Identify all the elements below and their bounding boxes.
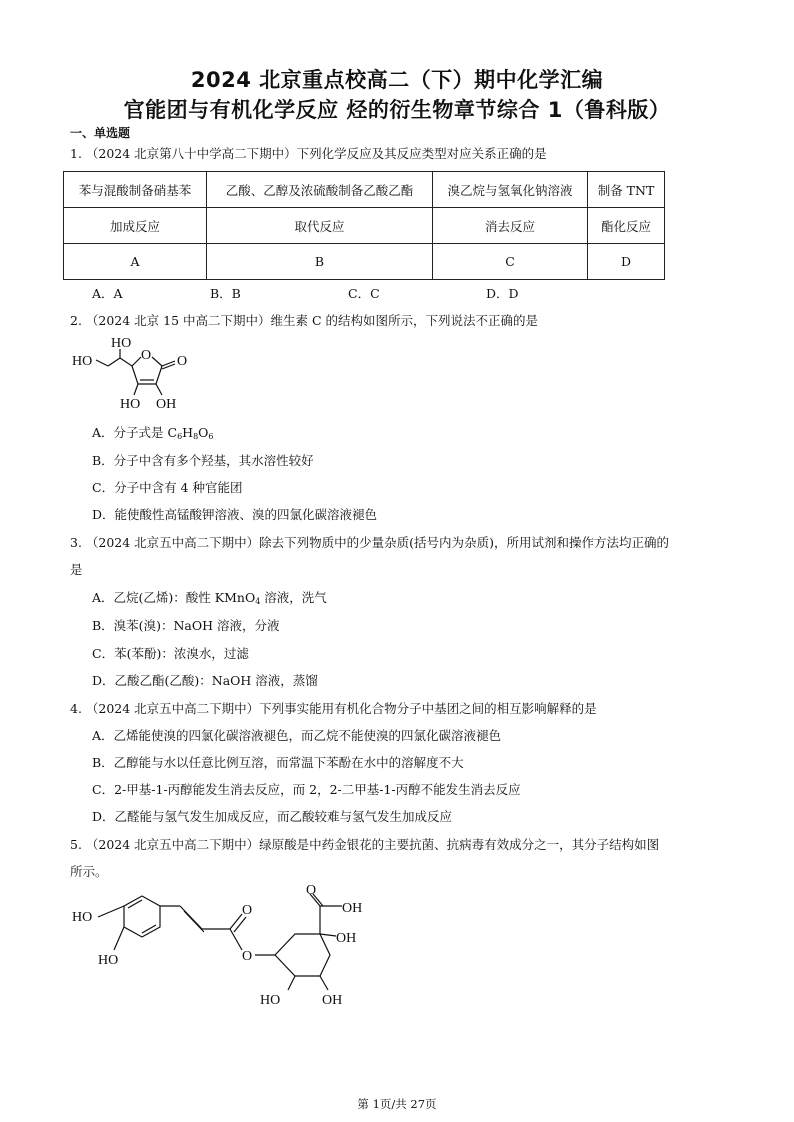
- page-footer: 第 1页/共 27页: [357, 1097, 437, 1111]
- q4-option-c[interactable]: C．2-甲基-1-丙醇能发生消去反应，而 2，2-二甲基-1-丙醇不能发生消去反应: [92, 782, 521, 797]
- q3-option-a[interactable]: A．乙烷(乙烯)：酸性 KMnO$_4$ 溶液，洗气: [92, 590, 327, 606]
- q5-stem-cont: 所示。: [70, 864, 108, 879]
- q1-cell: 乙酸、乙醇及浓硫酸制备乙酸乙酯: [207, 172, 433, 208]
- q1-cell: C: [433, 244, 588, 280]
- struct-label: HO: [111, 336, 132, 351]
- document-title-line2: 官能团与有机化学反应 烃的衍生物章节综合 1（鲁科版）: [123, 98, 671, 122]
- section-heading: 一、单选题: [70, 126, 131, 140]
- q3-stem-cont: 是: [70, 562, 83, 577]
- struct-label: O: [242, 949, 253, 964]
- vitamin-c-structure: [70, 332, 210, 412]
- q1-option-a[interactable]: A．A: [92, 286, 123, 301]
- q3-option-d[interactable]: D．乙酸乙酯(乙酸)：NaOH 溶液，蒸馏: [92, 673, 318, 688]
- struct-label: O: [141, 348, 152, 363]
- q1-cell: D: [588, 244, 665, 280]
- struct-label: HO: [72, 354, 93, 369]
- q4-option-d[interactable]: D．乙醛能与氢气发生加成反应，而乙酸较难与氢气发生加成反应: [92, 809, 453, 824]
- q4-stem: 4. （2024 北京五中高二下期中）下列事实能用有机化合物分子中基团之间的相互影响解释的是: [70, 701, 597, 716]
- struct-label: HO: [98, 953, 119, 968]
- struct-label: HO: [120, 397, 141, 412]
- q1-cell: 制备 TNT: [588, 172, 665, 208]
- chlorogenic-acid-structure: [70, 884, 390, 1014]
- q5-stem: 5. （2024 北京五中高二下期中）绿原酸是中药金银花的主要抗菌、抗病毒有效成分之一，其分子结构如图: [70, 837, 660, 852]
- q3-option-c[interactable]: C．苯(苯酚)：浓溴水，过滤: [92, 646, 249, 661]
- q1-cell: 取代反应: [207, 208, 433, 244]
- q1-option-c[interactable]: C．C: [348, 286, 380, 301]
- struct-label: O: [306, 884, 317, 898]
- document-title-line1: 2024 北京重点校高二（下）期中化学汇编: [190, 68, 604, 92]
- struct-label: HO: [260, 993, 281, 1008]
- q1-cell: A: [64, 244, 207, 280]
- q3-option-b[interactable]: B．溴苯(溴)：NaOH 溶液，分液: [92, 618, 280, 633]
- q1-option-d[interactable]: D．D: [486, 286, 519, 301]
- q2-stem: 2. （2024 北京 15 中高二下期中）维生素 C 的结构如图所示，下列说法不正确的是: [70, 313, 539, 328]
- q2-option-d[interactable]: D．能使酸性高锰酸钾溶液、溴的四氯化碳溶液褪色: [92, 507, 378, 522]
- q1-table: [63, 171, 665, 280]
- q1-cell: 苯与混酸制备硝基苯: [64, 172, 207, 208]
- q1-cell: 加成反应: [64, 208, 207, 244]
- struct-label: O: [177, 354, 188, 369]
- struct-label: OH: [322, 993, 343, 1008]
- struct-label: OH: [336, 931, 357, 946]
- q2-option-c[interactable]: C．分子中含有 4 种官能团: [92, 480, 243, 495]
- struct-label: O: [242, 903, 253, 918]
- q1-options: [92, 284, 519, 302]
- q1-stem: 1. （2024 北京第八十中学高二下期中）下列化学反应及其反应类型对应关系正确的是: [70, 146, 547, 161]
- struct-label: OH: [342, 901, 363, 916]
- q1-cell: 酯化反应: [588, 208, 665, 244]
- q2-option-b[interactable]: B．分子中含有多个羟基，其水溶性较好: [92, 453, 314, 468]
- q3-stem: 3. （2024 北京五中高二下期中）除去下列物质中的少量杂质(括号内为杂质)，所用试剂和操作方法均正确的: [70, 535, 669, 550]
- q1-option-b[interactable]: B．B: [210, 286, 241, 301]
- q1-cell: 溴乙烷与氢氧化钠溶液: [433, 172, 588, 208]
- q1-cell: B: [207, 244, 433, 280]
- q2-option-a[interactable]: A．分子式是 $C_6H_8O_6$: [92, 425, 214, 441]
- q4-option-b[interactable]: B．乙醇能与水以任意比例互溶，而常温下苯酚在水中的溶解度不大: [92, 755, 464, 770]
- q1-cell: 消去反应: [433, 208, 588, 244]
- struct-label: HO: [72, 910, 93, 925]
- struct-label: OH: [156, 397, 177, 412]
- q4-option-a[interactable]: A．乙烯能使溴的四氯化碳溶液褪色，而乙烷不能使溴的四氯化碳溶液褪色: [92, 728, 502, 743]
